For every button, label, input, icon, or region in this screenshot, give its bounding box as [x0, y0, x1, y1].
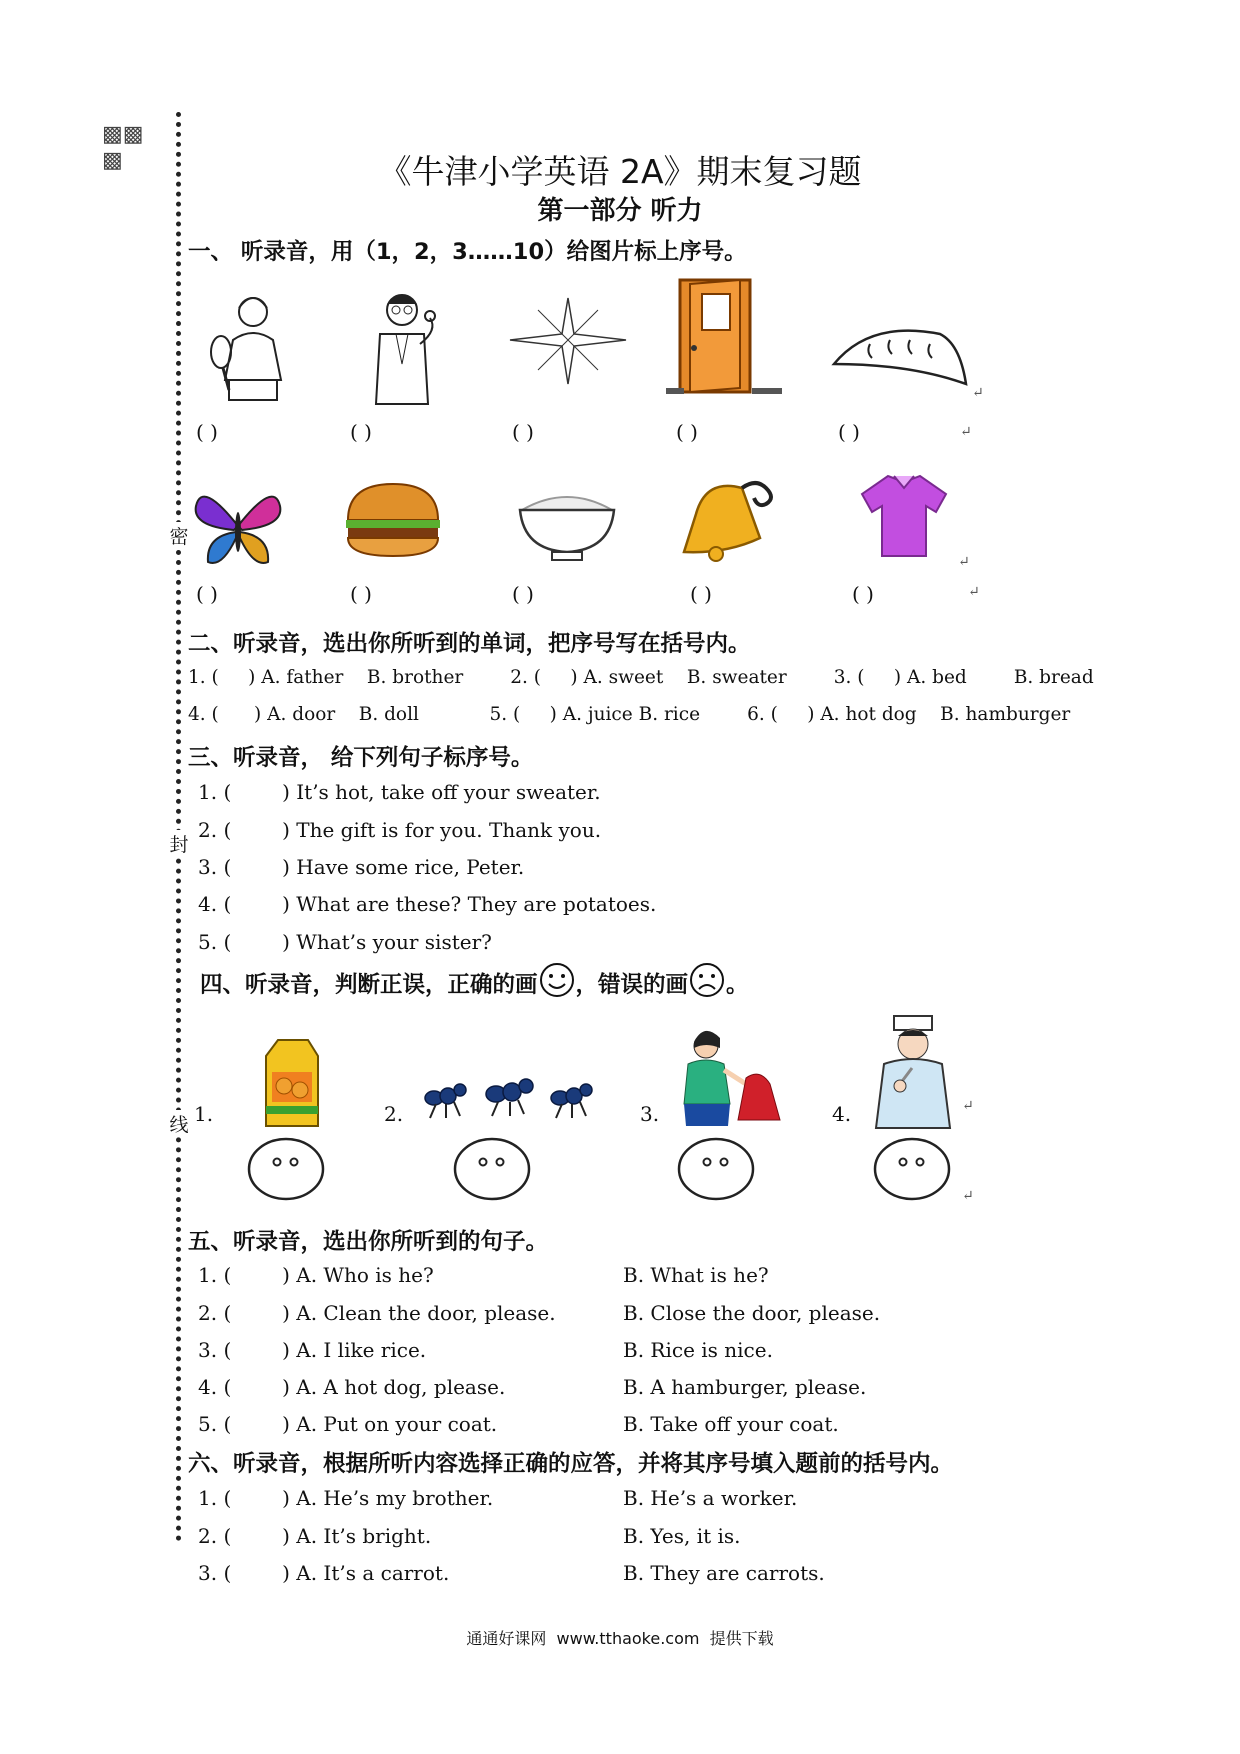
- star-icon: [508, 296, 628, 386]
- item-number: 4.: [832, 1102, 852, 1126]
- section-6-item-a: 1. ( ) A. He’s my brother.: [198, 1486, 494, 1510]
- section-4-heading-c: 。: [726, 972, 749, 998]
- item-number: 1.: [194, 1102, 214, 1126]
- door-icon: [662, 276, 787, 400]
- doctor-stethoscope-icon: [360, 288, 450, 406]
- return-mark: ↵: [960, 424, 972, 440]
- answer-paren[interactable]: ( ): [676, 420, 698, 444]
- section-6-item-a: 2. ( ) A. It’s bright.: [198, 1524, 432, 1548]
- section-5-item-b: B. Take off your coat.: [623, 1412, 839, 1436]
- section-5-item-a: 4. ( ) A. A hot dog, please.: [198, 1375, 506, 1399]
- seal-char-mi: 密: [168, 522, 190, 549]
- answer-paren[interactable]: ( ): [852, 582, 874, 606]
- section-3-item: 1. ( ) It’s hot, take off your sweater.: [198, 780, 601, 804]
- section-2-row: 1. ( ) A. father B. brother 2. ( ) A. sweet B. sweater 3. ( ) A. bed B. bread: [188, 667, 1094, 688]
- blank-face-icon[interactable]: [246, 1136, 326, 1202]
- section-2-row: 4. ( ) A. door B. doll 5. ( ) A. juice B. rice 6. ( ) A. hot dog B. hamburger: [188, 704, 1071, 725]
- section-3-item: 5. ( ) What’s your sister?: [198, 930, 492, 954]
- nurse-icon: [870, 1012, 956, 1130]
- page-title: 《牛津小学英语 2A》期末复习题: [378, 152, 862, 191]
- section-6-item-a: 3. ( ) A. It’s a carrot.: [198, 1561, 450, 1585]
- rice-bowl-icon: [516, 484, 618, 564]
- return-mark: ↵: [962, 1188, 974, 1204]
- answer-paren[interactable]: ( ): [350, 420, 372, 444]
- section-6-item-b: B. He’s a worker.: [623, 1486, 798, 1510]
- item-number: 3.: [640, 1102, 660, 1126]
- section-5-item-b: B. What is he?: [623, 1263, 769, 1287]
- section-5-item-b: B. Close the door, please.: [623, 1301, 881, 1325]
- smiley-face-icon: [538, 962, 576, 998]
- answer-paren[interactable]: ( ): [512, 582, 534, 606]
- answer-paren[interactable]: ( ): [512, 420, 534, 444]
- section-5-heading: 五、听录音，选出你所听到的句子。: [188, 1229, 549, 1255]
- section-1-heading: 一、 听录音，用（1，2，3……10）给图片标上序号。: [188, 239, 747, 265]
- corner-mark: ▩▩ ▩: [102, 122, 144, 173]
- answer-paren[interactable]: ( ): [196, 420, 218, 444]
- blank-face-icon[interactable]: [872, 1136, 952, 1202]
- footer: 通通好课网 www.tthaoke.com 提供下载: [466, 1629, 774, 1648]
- section-3-item: 4. ( ) What are these? They are potatoes.: [198, 892, 657, 916]
- sad-face-icon: [688, 962, 726, 998]
- blank-face-icon[interactable]: [452, 1136, 532, 1202]
- section-5-item-b: B. Rice is nice.: [623, 1338, 773, 1362]
- answer-paren[interactable]: ( ): [838, 420, 860, 444]
- section-5-item-a: 1. ( ) A. Who is he?: [198, 1263, 434, 1287]
- tennis-player-woman-icon: [205, 290, 295, 405]
- section-5-item-a: 5. ( ) A. Put on your coat.: [198, 1412, 498, 1436]
- return-mark: ↵: [962, 1098, 974, 1114]
- juice-carton-icon: [262, 1036, 322, 1128]
- return-mark: ↵: [968, 584, 980, 600]
- section-6-item-b: B. They are carrots.: [623, 1561, 825, 1585]
- section-5-item-a: 3. ( ) A. I like rice.: [198, 1338, 427, 1362]
- section-6-heading: 六、听录音，根据所听内容选择正确的应答，并将其序号填入题前的括号内。: [188, 1451, 954, 1477]
- section-4-heading-b: ，错误的画: [575, 972, 689, 998]
- dumpling-icon: [830, 324, 970, 390]
- answer-paren[interactable]: ( ): [350, 582, 372, 606]
- section-3-item: 2. ( ) The gift is for you. Thank you.: [198, 818, 602, 842]
- section-5-item-b: B. A hamburger, please.: [623, 1375, 867, 1399]
- section-3-heading: 三、听录音， 给下列句子标序号。: [188, 745, 534, 771]
- ants-icon: [414, 1068, 600, 1124]
- section-5-item-a: 2. ( ) A. Clean the door, please.: [198, 1301, 556, 1325]
- woman-with-coat-icon: [672, 1024, 784, 1128]
- seal-char-xian: 线: [168, 1110, 190, 1137]
- shirt-icon: [858, 470, 950, 562]
- blank-face-icon[interactable]: [676, 1136, 756, 1202]
- section-4-heading: [200, 962, 749, 999]
- page-subtitle: 第一部分 听力: [537, 196, 703, 226]
- answer-paren[interactable]: ( ): [690, 582, 712, 606]
- section-3-item: 3. ( ) Have some rice, Peter.: [198, 855, 525, 879]
- return-mark: ↵: [972, 385, 984, 401]
- section-2-heading: 二、听录音，选出你所听到的单词，把序号写在括号内。: [188, 631, 751, 657]
- binding-dotted-line: [176, 112, 181, 1542]
- butterfly-icon: [192, 486, 284, 570]
- seal-char-feng: 封: [168, 830, 190, 857]
- hamburger-icon: [342, 480, 444, 562]
- return-mark: ↵: [958, 554, 970, 570]
- section-4-heading-a: 四、听录音，判断正误，正确的画: [200, 972, 538, 998]
- bell-icon: [676, 474, 796, 566]
- item-number: 2.: [384, 1102, 404, 1126]
- answer-paren[interactable]: ( ): [196, 582, 218, 606]
- section-6-item-b: B. Yes, it is.: [623, 1524, 741, 1548]
